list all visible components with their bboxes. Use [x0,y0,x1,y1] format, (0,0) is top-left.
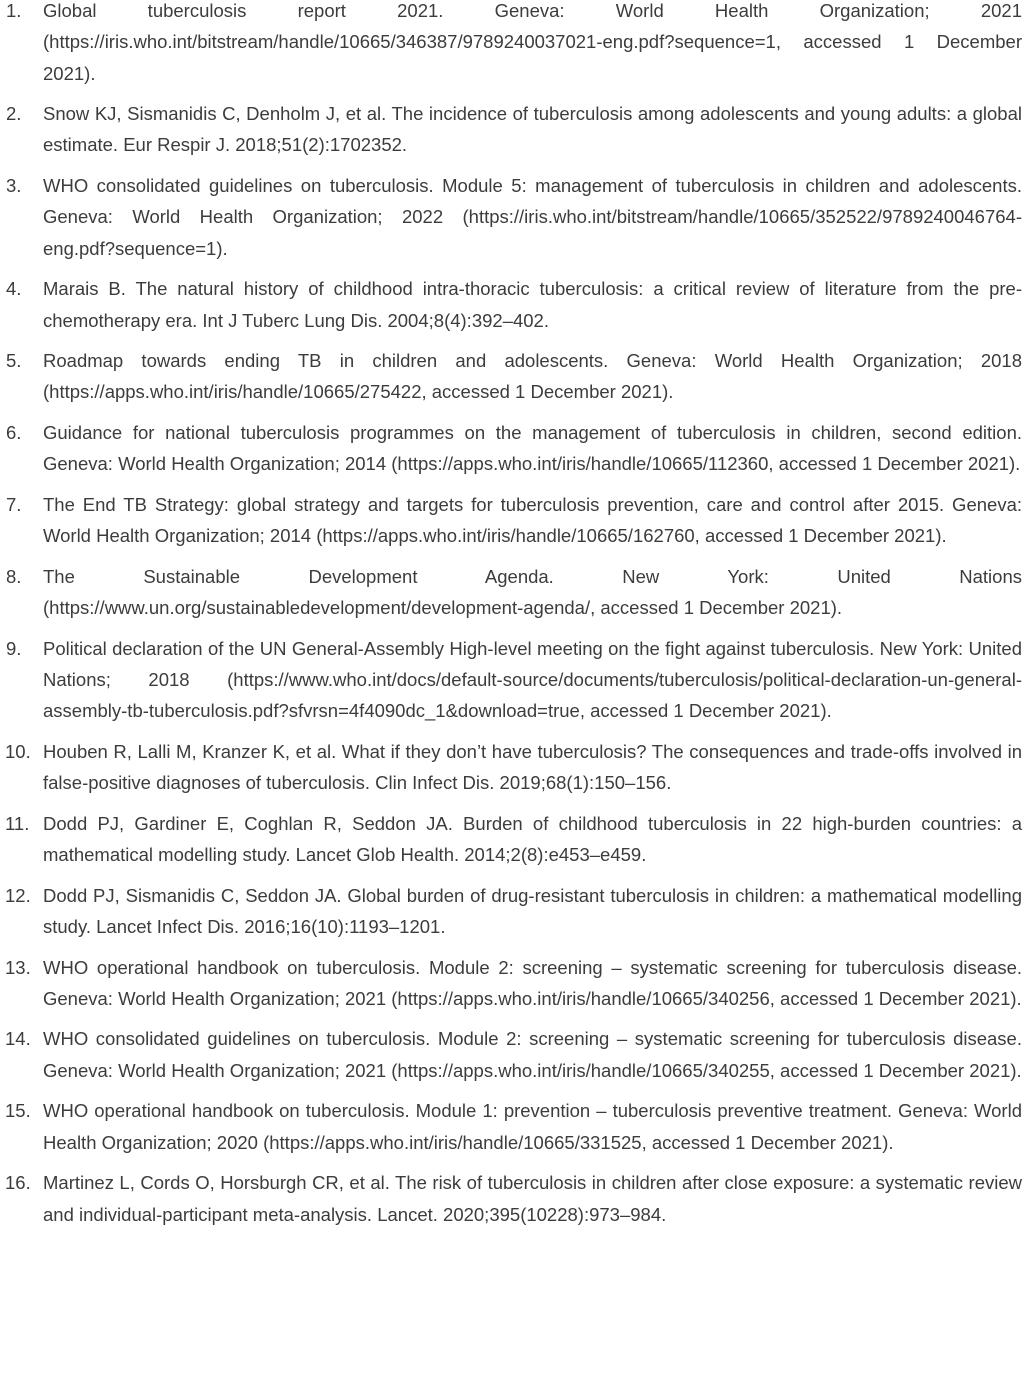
reference-item-16 [0,1167,1024,1230]
reference-text: Martinez L, Cords O, Horsburgh CR, et al. The risk of tuberculosis in children after close exposure: a systematic review and individual-participant meta-analysis. Lancet. 2020;395(10228):973–984. [43,1172,1022,1225]
reference-number: 6. [6,422,22,444]
reference-number: 5. [6,350,22,372]
reference-text: WHO operational handbook on tuberculosis. Module 1: prevention – tuberculosis preventive treatment. Geneva: World Health Organization; 2020 (https://apps.who.int/iris/handle/10665/331525, accessed 1 December 2021). [43,1100,1022,1153]
reference-item-2 [0,98,1024,161]
reference-text: The Sustainable Development Agenda. New York: United Nations (https://www.un.org/sustainabledevelopment/development-agenda/, accessed 1 December 2021). [43,565,1022,619]
reference-text: Political declaration of the UN General-Assembly High-level meeting on the fight against tuberculosis. New York: United Nations; 2018 (https://www.who.int/docs/default-source/documents/tuberculosis/political-declaration-un-general-assembly-tb-tuberculosis.pdf?sfvrsn=4f4090dc_1&download=true, accessed 1 December 2021). [43,637,1022,722]
reference-number: 1. [6,0,22,21]
reference-item-14 [0,1023,1024,1086]
reference-text: Houben R, Lalli M, Kranzer K, et al. What if they don’t have tuberculosis? The consequences and trade-offs involved in false-positive diagnoses of tuberculosis. Clin Infect Dis. 2019;68(1):150–156. [43,740,1022,794]
reference-text: Global tuberculosis report 2021. Geneva: World Health Organization; 2021 (https://iris.who.int/bitstream/handle/10665/346387/9789240037021-eng.pdf?sequence=1, accessed 1 December 2021). [43,0,1022,84]
reference-item-7 [0,489,1024,552]
reference-number: 15. [5,1100,31,1122]
reference-number: 14. [5,1028,31,1050]
reference-text: Guidance for national tuberculosis programmes on the management of tuberculosis in children, second edition. Geneva: World Health Organization; 2014 (https://apps.who.int/iris/handle/10665/112360, accessed 1 December 2021). [43,422,1022,475]
reference-number: 11. [5,812,30,834]
reference-number: 13. [5,956,31,978]
reference-text: Dodd PJ, Gardiner E, Coghlan R, Seddon JA. Burden of childhood tuberculosis in 22 high-burden countries: a mathematical modelling study. Lancet Glob Health. 2014;2(8):e453–e459. [43,812,1022,866]
reference-item-5 [0,345,1024,408]
reference-number: 8. [6,565,22,587]
reference-text: The End TB Strategy: global strategy and targets for tuberculosis prevention, care and control after 2015. Geneva: World Health Organization; 2014 (https://apps.who.int/iris/handle/10665/162760, accessed 1 December 2021). [43,493,1022,547]
reference-number: 3. [6,175,22,197]
reference-item-10 [0,736,1024,799]
reference-item-12 [0,880,1024,943]
reference-number: 10. [5,740,31,762]
reference-number: 9. [6,637,22,659]
reference-number: 7. [6,493,22,515]
reference-item-15 [0,1095,1024,1158]
reference-text: WHO consolidated guidelines on tuberculosis. Module 5: management of tuberculosis in children and adolescents. Geneva: World Health Organization; 2022 (https://iris.who.int/bitstream/handle/10665/352522/9789240046764-eng.pdf?sequence=1). [43,175,1022,259]
reference-text: Dodd PJ, Sismanidis C, Seddon JA. Global burden of drug-resistant tuberculosis in children: a mathematical modelling study. Lancet Infect Dis. 2016;16(10):1193–1201. [43,884,1022,937]
reference-item-6 [0,417,1024,480]
reference-number: 16. [5,1172,31,1194]
reference-item-8 [0,561,1024,624]
reference-text: Snow KJ, Sismanidis C, Denholm J, et al. The incidence of tuberculosis among adolescents and young adults: a global estimate. Eur Respir J. 2018;51(2):1702352. [43,103,1022,156]
reference-number: 12. [5,884,31,906]
reference-item-4 [0,273,1024,336]
reference-number: 2. [6,103,22,125]
reference-number: 4. [6,278,22,300]
reference-text: WHO consolidated guidelines on tuberculosis. Module 2: screening – systematic screening for tuberculosis disease. Geneva: World Health Organization; 2021 (https://apps.who.int/iris/handle/10665/340255, accessed 1 December 2021). [43,1028,1022,1081]
reference-text: Roadmap towards ending TB in children and adolescents. Geneva: World Health Organization; 2018 (https://apps.who.int/iris/handle/10665/275422, accessed 1 December 2021). [43,350,1022,403]
reference-text: Marais B. The natural history of childhood intra-thoracic tuberculosis: a critical review of literature from the pre-chemotherapy era. Int J Tuberc Lung Dis. 2004;8(4):392–402. [43,278,1022,331]
reference-item-11 [0,808,1024,871]
reference-text: WHO operational handbook on tuberculosis. Module 2: screening – systematic screening for tuberculosis disease. Geneva: World Health Organization; 2021 (https://apps.who.int/iris/handle/10665/340256, accessed 1 December 2021). [43,956,1022,1009]
reference-item-13 [0,952,1024,1015]
reference-item-3 [0,170,1024,264]
reference-item-1 [0,0,1024,89]
reference-item-9 [0,633,1024,727]
